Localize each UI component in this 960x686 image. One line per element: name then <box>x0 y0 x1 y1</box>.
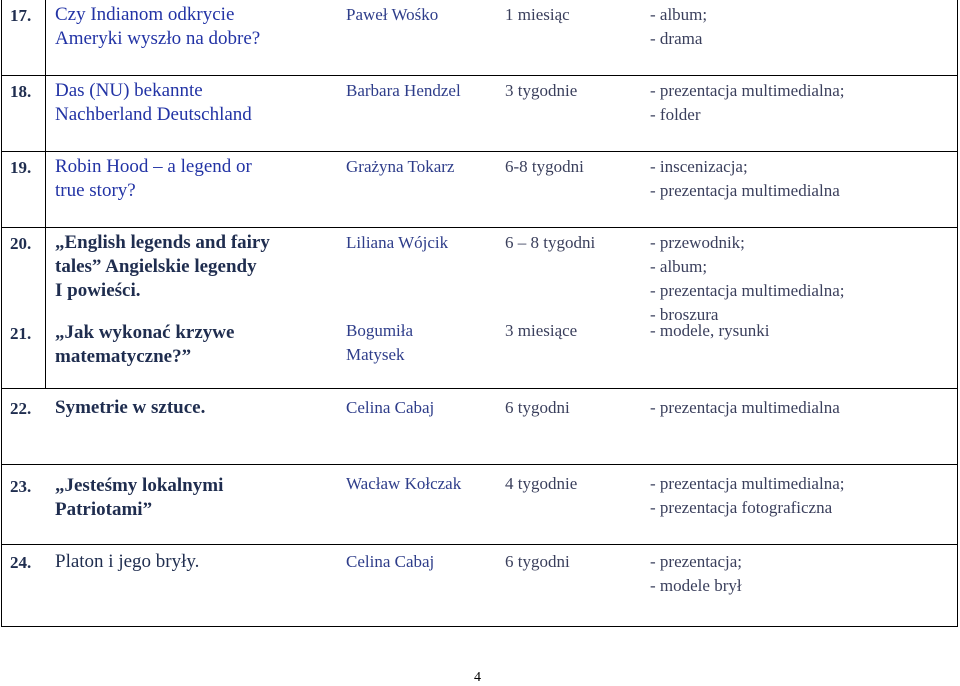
project-title: Das (NU) bekannte Nachberland Deutschland <box>55 80 252 125</box>
row-number: 20. <box>10 234 32 253</box>
project-author: Celina Cabaj <box>346 552 435 571</box>
project-forms: - album; - drama <box>650 5 708 48</box>
row-number: 24. <box>10 553 32 572</box>
project-duration: 3 tygodnie <box>505 81 578 100</box>
project-duration: 6-8 tygodni <box>505 157 584 176</box>
row-border <box>1 626 958 627</box>
row-border <box>1 388 958 389</box>
project-forms: - prezentacja multimedialna; - prezentacja fotograficzna <box>650 474 845 517</box>
project-title: „English legends and fairy tales” Angielskie legendy I powieści. <box>55 232 270 301</box>
project-forms: - inscenizacja; - prezentacja multimedialna <box>650 157 840 200</box>
row-border <box>1 544 958 545</box>
project-author: Wacław Kołczak <box>346 474 462 493</box>
column-divider-number <box>45 152 46 227</box>
project-title: „Jesteśmy lokalnymi Patriotami” <box>55 475 224 520</box>
project-duration: 4 tygodnie <box>505 474 578 493</box>
row-number: 18. <box>10 82 32 101</box>
project-duration: 3 miesiące <box>505 321 578 340</box>
project-title: Robin Hood – a legend or true story? <box>55 156 252 201</box>
row-number: 17. <box>10 6 32 25</box>
table-border-left <box>1 0 2 627</box>
project-duration: 6 – 8 tygodni <box>505 233 596 252</box>
project-title: Symetrie w sztuce. <box>55 397 206 418</box>
project-author: Barbara Hendzel <box>346 81 461 100</box>
project-forms: - prezentacja multimedialna <box>650 398 840 417</box>
project-author: Liliana Wójcik <box>346 233 449 252</box>
project-title: Platon i jego bryły. <box>55 551 200 572</box>
row-number: 21. <box>10 324 32 343</box>
row-number: 19. <box>10 158 32 177</box>
project-title: „Jak wykonać krzywe matematyczne?” <box>55 322 235 367</box>
row-number: 23. <box>10 477 32 496</box>
project-duration: 1 miesiąc <box>505 5 570 24</box>
page-number: 4 <box>474 670 481 685</box>
column-divider-number <box>45 228 46 388</box>
project-author: Celina Cabaj <box>346 398 435 417</box>
project-forms: - prezentacja multimedialna; - folder <box>650 81 845 124</box>
column-divider-number <box>45 0 46 75</box>
row-border <box>1 75 958 76</box>
row-border <box>1 227 958 228</box>
table-border-right <box>957 0 958 627</box>
project-duration: 6 tygodni <box>505 552 570 571</box>
project-forms: - prezentacja; - modele brył <box>650 552 743 595</box>
project-duration: 6 tygodni <box>505 398 570 417</box>
column-divider-number <box>45 76 46 151</box>
project-forms: - modele, rysunki <box>650 321 770 340</box>
row-number: 22. <box>10 399 32 418</box>
project-author: Bogumiła Matysek <box>346 321 414 364</box>
project-author: Grażyna Tokarz <box>346 157 455 176</box>
project-forms: - przewodnik; - album; - prezentacja multimedialna; - broszura <box>650 233 845 324</box>
row-border <box>1 464 958 465</box>
row-border <box>1 151 958 152</box>
project-title: Czy Indianom odkrycie Ameryki wyszło na dobre? <box>55 4 261 49</box>
project-author: Paweł Wośko <box>346 5 439 24</box>
